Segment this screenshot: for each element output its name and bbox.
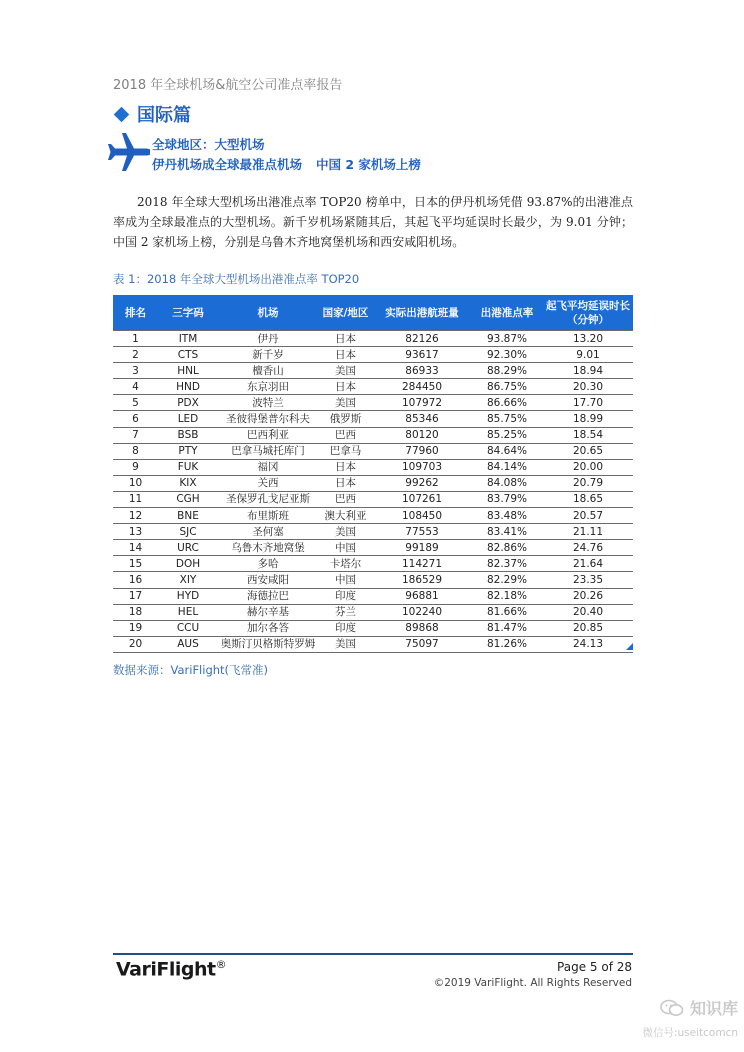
cell-rank: 20 — [113, 636, 158, 652]
cell-avg-delay: 20.26 — [543, 588, 633, 604]
cell-iata: BNE — [158, 508, 218, 524]
cell-departures: 96881 — [373, 588, 471, 604]
cell-airport: 圣何塞 — [218, 524, 318, 540]
cell-rank: 14 — [113, 540, 158, 556]
cell-avg-delay: 20.40 — [543, 604, 633, 620]
cell-departures: 77553 — [373, 524, 471, 540]
table-row — [113, 395, 633, 411]
cell-country: 日本 — [318, 347, 373, 363]
cell-ontime-rate: 82.37% — [471, 556, 543, 572]
cell-iata: CGH — [158, 491, 218, 507]
cell-rank: 5 — [113, 395, 158, 411]
cell-departures: 108450 — [373, 508, 471, 524]
report-title: 2018 年全球机场&航空公司准点率报告 — [113, 78, 343, 93]
cell-rank: 3 — [113, 363, 158, 379]
col-header-country: 国家/地区 — [318, 295, 373, 331]
cell-country: 日本 — [318, 459, 373, 475]
cell-rank: 15 — [113, 556, 158, 572]
cell-country: 美国 — [318, 524, 373, 540]
cell-airport: 奥斯汀贝格斯特罗姆 — [218, 636, 318, 652]
table-row — [113, 411, 633, 427]
cell-country: 日本 — [318, 379, 373, 395]
cell-departures: 86933 — [373, 363, 471, 379]
cell-rank: 13 — [113, 524, 158, 540]
intro-paragraph: 2018 年全球大型机场出港准点率 TOP20 榜单中，日本的伊丹机场凭借 93.87%的出港准点率成为全球最准点的大型机场。新千岁机场紧随其后，其起飞平均延误时长最少，为 9.01 分钟；中国 2 家机场上榜，分别是乌鲁木齐地窝堡机场和西安咸阳机场。 — [113, 195, 633, 249]
table-row — [113, 556, 633, 572]
cell-avg-delay: 24.13 — [543, 636, 633, 652]
table-row — [113, 443, 633, 459]
cell-country: 中国 — [318, 540, 373, 556]
table-row — [113, 331, 633, 347]
cell-departures: 75097 — [373, 636, 471, 652]
cell-country: 巴西 — [318, 427, 373, 443]
cell-airport: 新千岁 — [218, 347, 318, 363]
cell-avg-delay: 13.20 — [543, 331, 633, 347]
cell-departures: 99189 — [373, 540, 471, 556]
cell-country: 美国 — [318, 636, 373, 652]
cell-ontime-rate: 81.66% — [471, 604, 543, 620]
cell-ontime-rate: 83.48% — [471, 508, 543, 524]
cell-avg-delay: 21.11 — [543, 524, 633, 540]
cell-country: 澳大利亚 — [318, 508, 373, 524]
cell-departures: 114271 — [373, 556, 471, 572]
cell-airport: 福冈 — [218, 459, 318, 475]
cell-avg-delay: 9.01 — [543, 347, 633, 363]
table-row — [113, 347, 633, 363]
cell-rank: 9 — [113, 459, 158, 475]
section-heading — [113, 101, 191, 127]
cell-departures: 99262 — [373, 475, 471, 491]
table-row — [113, 620, 633, 636]
cell-departures: 77960 — [373, 443, 471, 459]
table-row — [113, 588, 633, 604]
cell-rank: 16 — [113, 572, 158, 588]
cell-ontime-rate: 85.75% — [471, 411, 543, 427]
cell-airport: 圣保罗孔戈尼亚斯 — [218, 491, 318, 507]
registered-mark: ® — [215, 958, 227, 971]
cell-avg-delay: 18.94 — [543, 363, 633, 379]
cell-avg-delay: 18.54 — [543, 427, 633, 443]
cell-ontime-rate: 84.64% — [471, 443, 543, 459]
cell-iata: ITM — [158, 331, 218, 347]
cell-country: 美国 — [318, 363, 373, 379]
cell-airport: 波特兰 — [218, 395, 318, 411]
cell-iata: DOH — [158, 556, 218, 572]
cell-ontime-rate: 82.86% — [471, 540, 543, 556]
cell-rank: 17 — [113, 588, 158, 604]
cell-iata: SJC — [158, 524, 218, 540]
cell-departures: 93617 — [373, 347, 471, 363]
cell-departures: 102240 — [373, 604, 471, 620]
cell-country: 巴拿马 — [318, 443, 373, 459]
watermark-name: 知识库 — [689, 999, 738, 1018]
col-header-iata: 三字码 — [158, 295, 218, 331]
subtitle-region: 全球地区：大型机场 — [152, 137, 265, 152]
table-header-row — [113, 295, 633, 331]
table-row — [113, 459, 633, 475]
cell-airport: 乌鲁木齐地窝堡 — [218, 540, 318, 556]
table-row — [113, 379, 633, 395]
airplane-icon — [108, 128, 150, 176]
cell-country: 印度 — [318, 620, 373, 636]
cell-iata: PTY — [158, 443, 218, 459]
table-caption: 表 1：2018 年全球大型机场出港准点率 TOP20 — [113, 272, 360, 286]
cell-avg-delay: 20.57 — [543, 508, 633, 524]
table-row — [113, 524, 633, 540]
cell-rank: 19 — [113, 620, 158, 636]
cell-iata: HND — [158, 379, 218, 395]
cell-rank: 2 — [113, 347, 158, 363]
table-row — [113, 636, 633, 652]
cell-rank: 1 — [113, 331, 158, 347]
cell-ontime-rate: 82.18% — [471, 588, 543, 604]
table-row — [113, 508, 633, 524]
cell-departures: 284450 — [373, 379, 471, 395]
cell-iata: XIY — [158, 572, 218, 588]
cell-avg-delay: 20.85 — [543, 620, 633, 636]
table-row — [113, 572, 633, 588]
col-header-avg-delay: 起飞平均延误时长（分钟） — [543, 295, 633, 331]
cell-country: 中国 — [318, 572, 373, 588]
copyright: ©2019 VariFlight. All Rights Reserved — [433, 977, 632, 989]
table-row — [113, 427, 633, 443]
col-header-departures: 实际出港航班量 — [373, 295, 471, 331]
cell-iata: KIX — [158, 475, 218, 491]
data-source: 数据来源：VariFlight(飞常准) — [113, 663, 269, 677]
cell-airport: 海德拉巴 — [218, 588, 318, 604]
cell-airport: 伊丹 — [218, 331, 318, 347]
cell-country: 印度 — [318, 588, 373, 604]
cell-avg-delay: 20.00 — [543, 459, 633, 475]
diamond-bullet-icon — [114, 106, 130, 122]
cell-country: 日本 — [318, 331, 373, 347]
cell-country: 日本 — [318, 475, 373, 491]
cell-country: 巴西 — [318, 491, 373, 507]
cell-iata: CCU — [158, 620, 218, 636]
cell-departures: 107261 — [373, 491, 471, 507]
variflight-logo — [116, 958, 226, 980]
cell-iata: AUS — [158, 636, 218, 652]
table-row — [113, 491, 633, 507]
cell-ontime-rate: 86.66% — [471, 395, 543, 411]
cell-ontime-rate: 93.87% — [471, 331, 543, 347]
cell-country: 卡塔尔 — [318, 556, 373, 572]
cell-iata: BSB — [158, 427, 218, 443]
col-header-ontime-rate: 出港准点率 — [471, 295, 543, 331]
cell-ontime-rate: 85.25% — [471, 427, 543, 443]
cell-avg-delay: 20.79 — [543, 475, 633, 491]
cell-avg-delay: 17.70 — [543, 395, 633, 411]
cell-ontime-rate: 81.47% — [471, 620, 543, 636]
cell-airport: 檀香山 — [218, 363, 318, 379]
cell-avg-delay: 20.30 — [543, 379, 633, 395]
cell-ontime-rate: 83.79% — [471, 491, 543, 507]
cell-avg-delay: 20.65 — [543, 443, 633, 459]
ranking-table — [113, 295, 633, 653]
cell-ontime-rate: 84.14% — [471, 459, 543, 475]
subtitle-headline — [152, 155, 421, 173]
table-row — [113, 475, 633, 491]
cell-departures: 85346 — [373, 411, 471, 427]
ranking-table-container — [113, 295, 633, 653]
cell-rank: 8 — [113, 443, 158, 459]
cell-iata: PDX — [158, 395, 218, 411]
cell-iata: URC — [158, 540, 218, 556]
table-row — [113, 540, 633, 556]
watermark — [642, 996, 738, 1040]
cell-ontime-rate: 81.26% — [471, 636, 543, 652]
cell-airport: 赫尔辛基 — [218, 604, 318, 620]
cell-rank: 11 — [113, 491, 158, 507]
cell-rank: 4 — [113, 379, 158, 395]
section-title: 国际篇 — [137, 105, 191, 126]
cell-rank: 18 — [113, 604, 158, 620]
cell-avg-delay: 23.35 — [543, 572, 633, 588]
wechat-icon — [660, 999, 684, 1017]
table-corner-mark — [626, 643, 633, 650]
cell-ontime-rate: 86.75% — [471, 379, 543, 395]
cell-airport: 东京羽田 — [218, 379, 318, 395]
cell-airport: 圣彼得堡普尔科夫 — [218, 411, 318, 427]
cell-iata: CTS — [158, 347, 218, 363]
cell-country: 美国 — [318, 395, 373, 411]
col-header-airport: 机场 — [218, 295, 318, 331]
cell-iata: HEL — [158, 604, 218, 620]
cell-departures: 80120 — [373, 427, 471, 443]
cell-rank: 6 — [113, 411, 158, 427]
cell-rank: 7 — [113, 427, 158, 443]
cell-country: 芬兰 — [318, 604, 373, 620]
cell-airport: 巴西利亚 — [218, 427, 318, 443]
cell-iata: HNL — [158, 363, 218, 379]
cell-rank: 12 — [113, 508, 158, 524]
cell-ontime-rate: 84.08% — [471, 475, 543, 491]
cell-ontime-rate: 83.41% — [471, 524, 543, 540]
col-header-rank: 排名 — [113, 295, 158, 331]
cell-ontime-rate: 92.30% — [471, 347, 543, 363]
watermark-account: 微信号:useitcomcn — [642, 1027, 738, 1039]
cell-avg-delay: 18.65 — [543, 491, 633, 507]
footer-divider — [113, 953, 633, 955]
cell-avg-delay: 21.64 — [543, 556, 633, 572]
cell-airport: 多哈 — [218, 556, 318, 572]
cell-avg-delay: 24.76 — [543, 540, 633, 556]
cell-departures: 186529 — [373, 572, 471, 588]
cell-airport: 关西 — [218, 475, 318, 491]
cell-departures: 107972 — [373, 395, 471, 411]
cell-departures: 82126 — [373, 331, 471, 347]
page-number: Page 5 of 28 — [557, 960, 632, 974]
cell-departures: 89868 — [373, 620, 471, 636]
cell-iata: LED — [158, 411, 218, 427]
cell-ontime-rate: 88.29% — [471, 363, 543, 379]
cell-ontime-rate: 82.29% — [471, 572, 543, 588]
cell-airport: 加尔各答 — [218, 620, 318, 636]
cell-rank: 10 — [113, 475, 158, 491]
cell-departures: 109703 — [373, 459, 471, 475]
table-row — [113, 363, 633, 379]
table-row — [113, 604, 633, 620]
cell-iata: FUK — [158, 459, 218, 475]
cell-airport: 布里斯班 — [218, 508, 318, 524]
cell-airport: 巴拿马城托库门 — [218, 443, 318, 459]
cell-iata: HYD — [158, 588, 218, 604]
logo-text: VariFlight — [116, 958, 216, 981]
subtitle-headline-part1: 伊丹机场成全球最准点机场 — [152, 157, 303, 172]
cell-airport: 西安咸阳 — [218, 572, 318, 588]
cell-avg-delay: 18.99 — [543, 411, 633, 427]
subtitle-headline-part2: 中国 2 家机场上榜 — [316, 157, 421, 172]
cell-country: 俄罗斯 — [318, 411, 373, 427]
